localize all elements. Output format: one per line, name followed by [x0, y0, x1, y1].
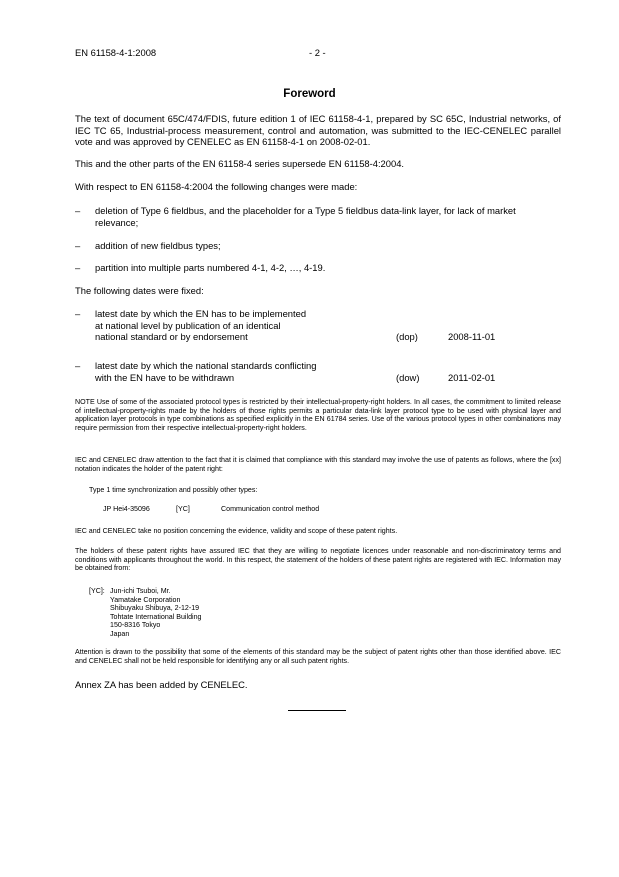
- holders-paragraph: The holders of these patent rights have assured IEC that they are willing to negotiate licences under reasonable and non-discriminatory terms and conditions with applicants throughout the world. In this respect, the statement of the holders of these patent rights are registered with IEC. Information may be obtained from:: [75, 547, 561, 573]
- intro-paragraph: The text of document 65C/474/FDIS, future edition 1 of IEC 61158-4-1, prepared by SC 65C, Industrial networks, of IEC TC 65, Industrial-process measurement, control and automation, was submitted to the IEC-CENELEC parallel vote and was approved by CENELEC as EN 61158-4-1 on 2008-02-01.: [75, 113, 561, 147]
- patent-holder: [YC]: [176, 505, 190, 513]
- dash-marker: –: [75, 308, 81, 319]
- contact-address: [89, 587, 389, 639]
- section-title: Foreword: [283, 88, 336, 100]
- date-value: 2011-02-01: [448, 371, 496, 383]
- date-code: (dow): [396, 371, 420, 383]
- dash-marker: –: [75, 262, 81, 273]
- change-text: addition of new fieldbus types;: [95, 240, 221, 251]
- patent-type-line: Type 1 time synchronization and possibly other types:: [89, 486, 258, 494]
- position-paragraph: IEC and CENELEC take no position concerning the evidence, validity and scope of these patent rights.: [75, 527, 398, 535]
- dash-marker: –: [75, 240, 81, 251]
- change-text: partition into multiple parts numbered 4-1, 4-2, …, 4-19.: [95, 262, 326, 273]
- dash-marker: –: [75, 205, 81, 216]
- address-line: Japan: [110, 629, 130, 638]
- change-item: [75, 205, 561, 228]
- address-label: [YC]:: [89, 587, 105, 595]
- date-desc-line: with the EN have to be withdrawn: [95, 371, 235, 383]
- change-text: deletion of Type 6 fieldbus, and the placeholder for a Type 5 fieldbus data-link layer, for lack of market relevance;: [95, 205, 516, 228]
- date-desc-line: at national level by publication of an identical: [95, 319, 281, 331]
- annex-line: Annex ZA has been added by CENELEC.: [75, 679, 248, 690]
- address-line: 150-8316 Tokyo: [110, 621, 161, 630]
- date-code: (dop): [396, 331, 418, 342]
- change-item: [75, 240, 561, 252]
- date-desc-line: national standard or by endorsement: [95, 331, 248, 342]
- document-id: EN 61158-4-1:2008: [75, 47, 157, 58]
- note-paragraph: NOTE Use of some of the associated protocol types is restricted by their intellectual-property-right holders. In all cases, the commitment to limited release of intellectual-property-rights made by the holders of those rights permits a particular data-link layer protocol type to be used with physical layer and application layer protocols in type combinations as specified explicitly in the EN 61784 series. Use of the various protocol types in other combinations may require permission from their respective intellectual-property-right holders.: [75, 398, 561, 432]
- date-desc-line: latest date by which the EN has to be implemented: [95, 308, 307, 319]
- supersede-paragraph: This and the other parts of the EN 61158-4 series supersede EN 61158-4:2004.: [75, 158, 405, 169]
- address-line: Tohtate International Building: [110, 612, 202, 621]
- attention-paragraph: Attention is drawn to the possibility that some of the elements of this standard may be the subject of patent rights other than those identified above. IEC and CENELEC shall not be held responsible for identifying any or all such patent rights.: [75, 648, 561, 665]
- date-value: 2008-11-01: [448, 331, 496, 342]
- patent-title: Communication control method: [221, 505, 320, 513]
- address-line: Shibuyaku Shibuya, 2-12-19: [110, 604, 200, 613]
- address-line: Yamatake Corporation: [110, 595, 181, 604]
- end-rule: [288, 710, 346, 711]
- dash-marker: –: [75, 360, 81, 371]
- changes-intro: With respect to EN 61158-4:2004 the following changes were made:: [75, 181, 358, 192]
- date-desc-line: latest date by which the national standards conflicting: [95, 360, 317, 371]
- patent-intro: IEC and CENELEC draw attention to the fact that it is claimed that compliance with this standard may involve the use of patents as follows, where the [xx] notation indicates the holder of the patent right:: [75, 456, 561, 473]
- change-item: [75, 262, 561, 274]
- address-line: Jun-ichi Tsuboi, Mr.: [110, 587, 171, 595]
- page-number: - 2 -: [309, 47, 326, 58]
- patent-number: JP Hei4-35096: [103, 505, 150, 513]
- dates-intro: The following dates were fixed:: [75, 285, 204, 296]
